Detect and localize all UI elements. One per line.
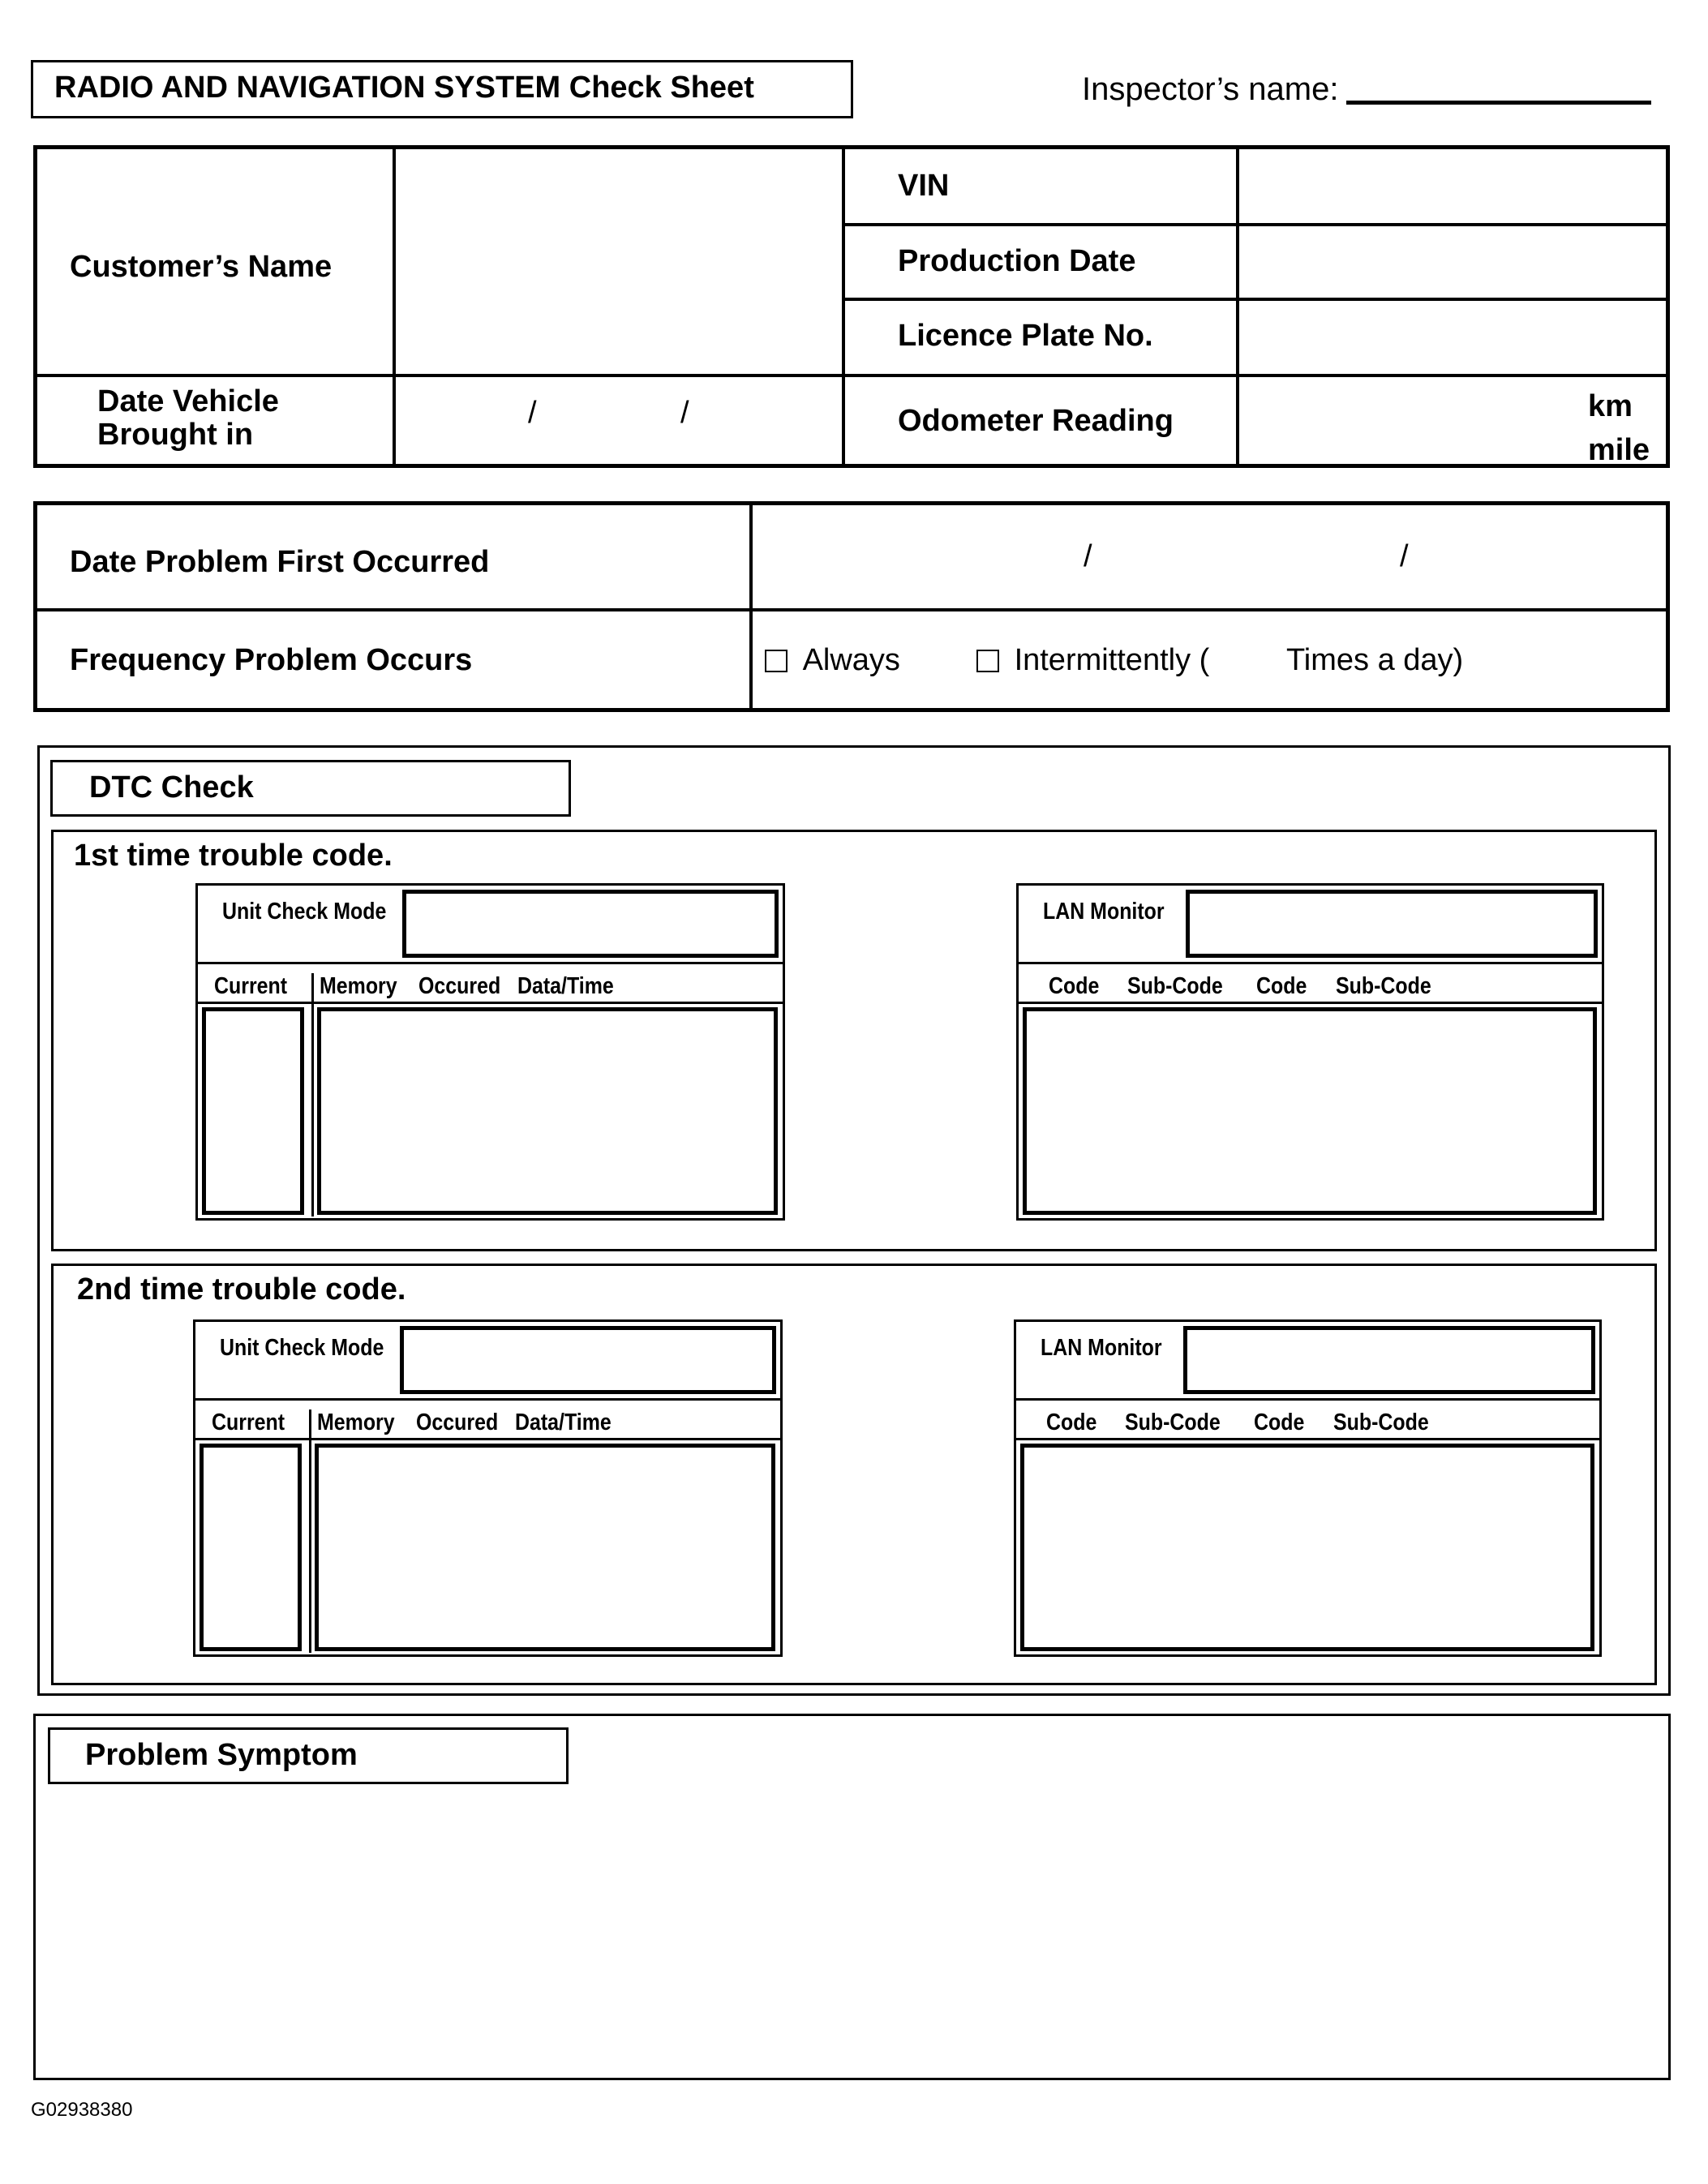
title-box <box>31 60 853 118</box>
subcode-label: Sub-Code <box>1127 973 1223 999</box>
intermittently-label: Intermittently ( <box>1014 643 1210 677</box>
trouble-code-panel-1 <box>51 830 1657 1251</box>
licence-plate-field[interactable] <box>1241 302 1664 373</box>
sheet-title: RADIO AND NAVIGATION SYSTEM Check Sheet <box>54 71 754 105</box>
vin-field[interactable] <box>1241 149 1664 222</box>
licence-plate-label: Licence Plate No. <box>898 319 1153 353</box>
vin-label: VIN <box>898 169 950 203</box>
code-label: Code <box>1256 973 1307 999</box>
unit-km: km <box>1588 389 1633 423</box>
unit-mile: mile <box>1588 433 1650 467</box>
lan-monitor-label: LAN Monitor <box>1043 899 1165 925</box>
date-separator: / <box>680 396 689 430</box>
problem-symptom-section <box>33 1714 1671 2080</box>
date-separator: / <box>1400 539 1409 573</box>
trouble-code-panel-2 <box>51 1264 1657 1685</box>
date-first-occurred-label: Date Problem First Occurred <box>70 545 490 579</box>
lan-monitor-box <box>1014 1319 1602 1657</box>
customer-name-label: Customer’s Name <box>70 250 333 284</box>
current-label: Current <box>214 973 288 999</box>
always-option[interactable] <box>765 643 900 678</box>
lan-monitor-field[interactable] <box>1183 1326 1595 1394</box>
date-brought-in-field[interactable] <box>397 378 840 464</box>
odometer-reading-label: Odometer Reading <box>898 404 1174 438</box>
subcode-label: Sub-Code <box>1333 1410 1429 1435</box>
unit-check-mode-field[interactable] <box>402 890 779 958</box>
lan-code-field[interactable] <box>1020 1444 1594 1651</box>
lan-monitor-label: LAN Monitor <box>1041 1335 1162 1361</box>
always-label: Always <box>802 643 900 677</box>
intermittently-option[interactable] <box>976 643 1209 678</box>
lan-monitor-box <box>1016 883 1604 1221</box>
problem-symptom-field[interactable] <box>44 1794 1658 2070</box>
inspector-name-line[interactable] <box>1346 101 1651 105</box>
unit-check-mode-label: Unit Check Mode <box>220 1335 384 1361</box>
dtc-check-section <box>37 745 1671 1696</box>
datatime-label: Data/Time <box>515 1410 612 1435</box>
code-label: Code <box>1046 1410 1097 1435</box>
unit-check-mode-label: Unit Check Mode <box>222 899 387 925</box>
problem-symptom-title-box <box>48 1727 569 1784</box>
current-label: Current <box>212 1410 285 1435</box>
date-separator: / <box>528 396 537 430</box>
memory-label: Memory <box>320 973 397 999</box>
lan-code-field[interactable] <box>1023 1007 1597 1215</box>
times-a-day-label: Times a day) <box>1286 643 1464 677</box>
customer-name-field[interactable] <box>397 149 840 373</box>
production-date-field[interactable] <box>1241 227 1664 297</box>
memory-dtc-field[interactable] <box>317 1007 778 1215</box>
problem-symptom-title: Problem Symptom <box>85 1738 358 1772</box>
memory-label: Memory <box>317 1410 395 1435</box>
dtc-check-title-box <box>50 760 571 817</box>
date-brought-in-label-line2: Brought in <box>97 418 254 452</box>
trouble-code-title: 1st time trouble code. <box>74 839 393 873</box>
intermittently-checkbox[interactable] <box>976 650 999 672</box>
problem-info-table <box>33 501 1670 712</box>
occured-label: Occured <box>416 1410 499 1435</box>
unit-check-mode-box <box>193 1319 783 1657</box>
vehicle-info-table <box>33 145 1670 468</box>
current-dtc-field[interactable] <box>200 1444 302 1651</box>
code-label: Code <box>1254 1410 1305 1435</box>
memory-dtc-field[interactable] <box>315 1444 775 1651</box>
subcode-label: Sub-Code <box>1336 973 1431 999</box>
unit-check-mode-box <box>195 883 785 1221</box>
date-brought-in-label-line1: Date Vehicle <box>97 384 279 418</box>
date-separator: / <box>1084 539 1092 573</box>
trouble-code-title: 2nd time trouble code. <box>77 1272 406 1307</box>
datatime-label: Data/Time <box>517 973 614 999</box>
figure-code: G02938380 <box>31 2099 133 2121</box>
unit-check-mode-field[interactable] <box>400 1326 776 1394</box>
current-dtc-field[interactable] <box>202 1007 304 1215</box>
occured-label: Occured <box>418 973 501 999</box>
subcode-label: Sub-Code <box>1125 1410 1221 1435</box>
code-label: Code <box>1049 973 1100 999</box>
inspector-name-label: Inspector’s name: <box>1082 71 1339 107</box>
date-first-occurred-field[interactable] <box>754 505 1664 607</box>
production-date-label: Production Date <box>898 244 1136 278</box>
frequency-label: Frequency Problem Occurs <box>70 643 473 677</box>
dtc-check-title: DTC Check <box>89 770 254 805</box>
lan-monitor-field[interactable] <box>1186 890 1598 958</box>
always-checkbox[interactable] <box>765 650 787 672</box>
